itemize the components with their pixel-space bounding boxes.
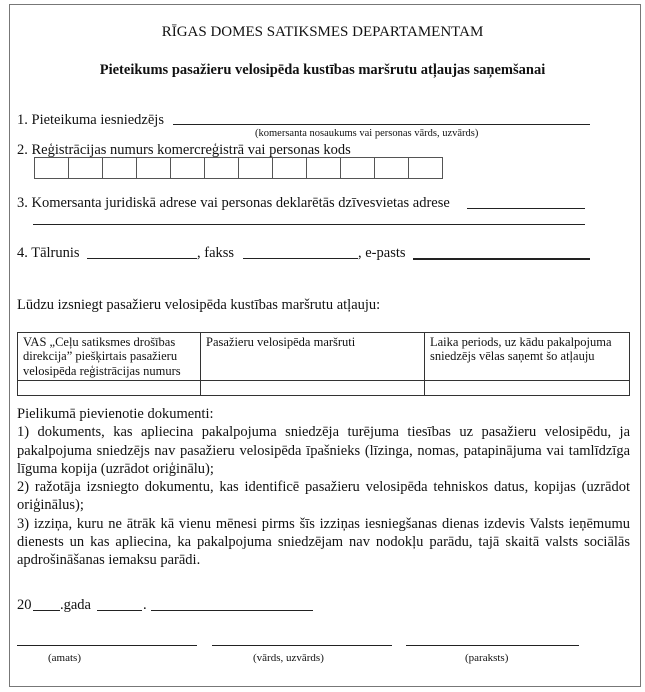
- phone-label: 4. Tālrunis: [17, 245, 80, 261]
- regnum-digit-box[interactable]: [238, 157, 273, 179]
- attachments-section: [17, 405, 630, 570]
- address-label: 3. Komersanta juridiskā adrese vai personas deklarētās dzīvesvietas adrese: [17, 195, 450, 211]
- header-reg-number: VAS „Ceļu satiksmes drošības direkcija” piešķirtais pasažieru velosipēda reģistrācijas numurs: [18, 333, 201, 381]
- name-caption: (vārds, uzvārds): [253, 652, 324, 664]
- date-prefix: 20: [17, 597, 32, 613]
- address-field-line2[interactable]: [33, 224, 585, 225]
- address-field[interactable]: [467, 208, 585, 209]
- cell-reg-number[interactable]: [18, 381, 201, 396]
- header-routes: Pasažieru velosipēda maršruti: [201, 333, 425, 381]
- regnum-digit-box[interactable]: [34, 157, 69, 179]
- regnum-digit-box[interactable]: [102, 157, 137, 179]
- signature-caption: (paraksts): [465, 652, 509, 664]
- regnum-label: 2. Reģistrācijas numurs komercreģistrā vai personas kods: [17, 142, 351, 158]
- applicant-label: 1. Pieteikuma iesniedzējs: [17, 112, 164, 128]
- position-caption: (amats): [48, 652, 81, 664]
- request-text: Lūdzu izsniegt pasažieru velosipēda kustības maršrutu atļauju:: [17, 297, 381, 313]
- position-field[interactable]: [17, 645, 197, 646]
- page-title: RĪGAS DOMES SATIKSMES DEPARTAMENTAM: [161, 24, 484, 40]
- phone-field[interactable]: [87, 258, 197, 259]
- cell-period[interactable]: [425, 381, 630, 396]
- name-field[interactable]: [212, 645, 392, 646]
- applicant-field[interactable]: [173, 124, 590, 125]
- date-gada: .gada: [60, 597, 91, 613]
- regnum-boxes[interactable]: [35, 157, 443, 179]
- fax-field[interactable]: [243, 258, 358, 259]
- cell-routes[interactable]: [201, 381, 425, 396]
- day-field[interactable]: [97, 610, 142, 611]
- regnum-digit-box[interactable]: [374, 157, 409, 179]
- month-field[interactable]: [151, 610, 313, 611]
- route-table: [17, 332, 630, 396]
- regnum-digit-box[interactable]: [170, 157, 205, 179]
- form-subtitle: Pieteikums pasažieru velosipēda kustības maršrutu atļaujas saņemšanai: [99, 62, 546, 78]
- regnum-digit-box[interactable]: [272, 157, 307, 179]
- regnum-digit-box[interactable]: [340, 157, 375, 179]
- table-header-row: [18, 333, 630, 381]
- attachment-item: 1) dokuments, kas apliecina pakalpojuma sniedzēja turējuma tiesības uz pasažieru velosipēdu, ja pakalpojuma sniedzējs nav pasažieru velosipēda īpašnieks (līzinga, nomas, patapinājuma vai tamlīdzīga līguma kopija (uzrādot oriģinālu);: [17, 424, 630, 477]
- signature-field[interactable]: [406, 645, 579, 646]
- table-row: [18, 381, 630, 396]
- regnum-digit-box[interactable]: [306, 157, 341, 179]
- attachment-item: 3) izziņa, kuru ne ātrāk kā vienu mēnesi pirms šīs izziņas iesniegšanas dienas izdevis Valsts ieņēmumu dienests un kas apliecina, ka pakalpojuma sniedzējam nav nodokļu parādu, tajā skaitā valsts sociālās apdrošināšanas iemaksu parādi.: [17, 515, 630, 569]
- attachments-heading: Pielikumā pievienotie dokumenti:: [17, 406, 214, 422]
- regnum-digit-box[interactable]: [136, 157, 171, 179]
- email-field[interactable]: [413, 258, 590, 260]
- attachment-item: 2) ražotāja izsniegto dokumentu, kas identificē pasažieru velosipēda tehniskos datus, kopijas (uzrādot oriģinālus);: [17, 479, 630, 514]
- fax-label: , fakss: [197, 245, 235, 261]
- regnum-digit-box[interactable]: [68, 157, 103, 179]
- applicant-caption: (komersanta nosaukums vai personas vārds, uzvārds): [255, 128, 479, 139]
- year-field[interactable]: [33, 610, 60, 611]
- regnum-digit-box[interactable]: [408, 157, 443, 179]
- email-label: , e-pasts: [358, 245, 406, 261]
- regnum-digit-box[interactable]: [204, 157, 239, 179]
- date-dot: .: [143, 597, 147, 613]
- header-period: Laika periods, uz kādu pakalpojuma sniedzējs vēlas saņemt šo atļauju: [425, 333, 630, 381]
